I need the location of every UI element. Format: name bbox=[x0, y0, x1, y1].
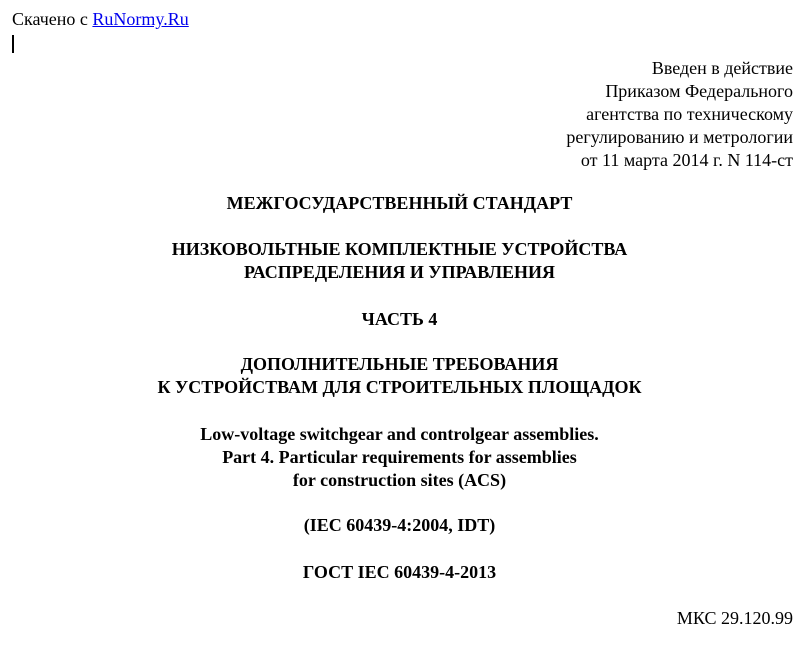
source-prefix: Скачено с bbox=[12, 9, 93, 29]
approval-line: Приказом Федерального bbox=[605, 81, 793, 101]
approval-line: от 11 марта 2014 г. N 114-ст bbox=[580, 150, 793, 170]
iec-reference: (IEC 60439-4:2004, IDT) bbox=[303, 515, 496, 535]
standard-title bbox=[0, 238, 799, 284]
subtitle-line: ДОПОЛНИТЕЛЬНЫЕ ТРЕБОВАНИЯ bbox=[240, 354, 559, 374]
standard-part: ЧАСТЬ 4 bbox=[361, 309, 438, 329]
title-line: НИЗКОВОЛЬТНЫЕ КОМПЛЕКТНЫЕ УСТРОЙСТВА bbox=[171, 239, 628, 259]
gost-number: ГОСТ IEC 60439-4-2013 bbox=[302, 562, 497, 582]
standard-type: МЕЖГОСУДАРСТВЕННЫЙ СТАНДАРТ bbox=[226, 193, 573, 213]
approval-block bbox=[566, 57, 793, 172]
subtitle-line: К УСТРОЙСТВАМ ДЛЯ СТРОИТЕЛЬНЫХ ПЛОЩАДОК bbox=[157, 377, 642, 397]
english-line: for construction sites (ACS) bbox=[292, 470, 507, 490]
text-cursor bbox=[12, 35, 14, 53]
english-title bbox=[0, 423, 799, 492]
english-line: Low-voltage switchgear and controlgear assemblies. bbox=[200, 424, 599, 444]
approval-line: регулированию и метрологии bbox=[566, 127, 793, 147]
title-line: РАСПРЕДЕЛЕНИЯ И УПРАВЛЕНИЯ bbox=[243, 262, 555, 282]
mks-code: МКС 29.120.99 bbox=[676, 608, 793, 628]
approval-line: агентства по техническому bbox=[586, 104, 793, 124]
source-link[interactable]: RuNormy.Ru bbox=[92, 9, 189, 29]
english-line: Part 4. Particular requirements for assemblies bbox=[222, 447, 577, 467]
standard-subtitle bbox=[0, 353, 799, 399]
approval-line: Введен в действие bbox=[651, 58, 793, 78]
source-line bbox=[12, 8, 189, 30]
